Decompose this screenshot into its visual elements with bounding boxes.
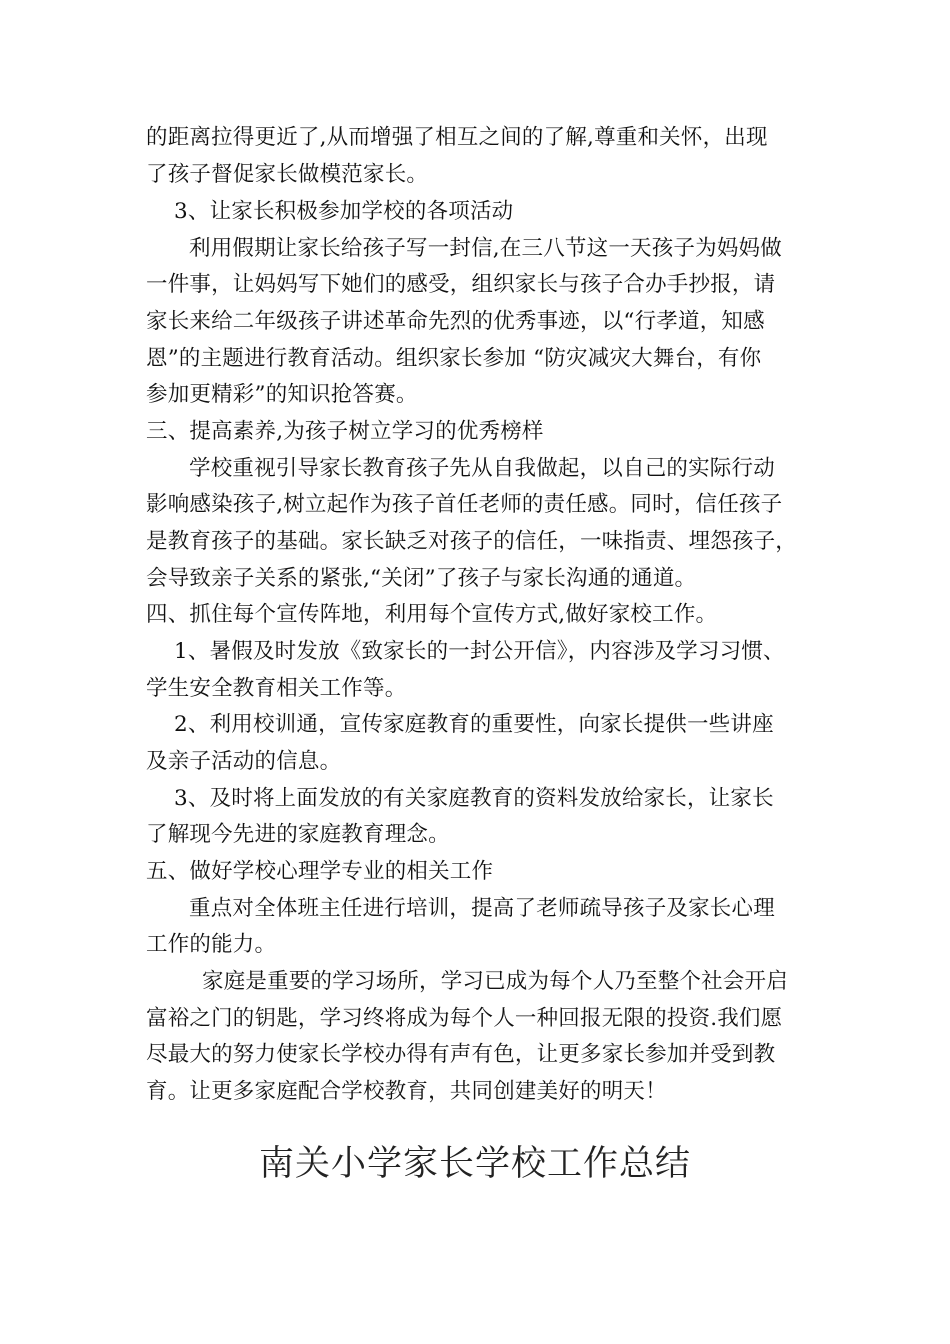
paragraph-line: 了孩子督促家长做模范家长。 <box>146 162 429 187</box>
paragraph-line: 是教育孩子的基础。家长缺乏对孩子的信任，一味指责、埋怨孩子， <box>146 529 798 554</box>
paragraph-line: 重点对全体班主任进行培训，提高了老师疏导孩子及家长心理 <box>189 896 775 921</box>
paragraph-line: 3、及时将上面发放的有关家庭教育的资料发放给家长，让家长 <box>174 786 774 811</box>
paragraph-line: 恩”的主题进行教育活动。组织家长参加 “防灾减灾大舞台，有你 <box>146 346 762 371</box>
paragraph-line: 及亲子活动的信息。 <box>146 749 342 774</box>
paragraph-line: 1、暑假及时发放《致家长的一封公开信》，内容涉及学习习惯、 <box>174 639 785 664</box>
paragraph-line: 尽最大的努力使家长学校办得有声有色，让更多家长参加并受到教 <box>146 1042 776 1067</box>
paragraph-line: 富裕之门的钥匙，学习终将成为每个人一种回报无限的投资.我们愿 <box>146 1006 783 1031</box>
paragraph-line: 学生安全教育相关工作等。 <box>146 676 407 701</box>
paragraph-line: 了解现今先进的家庭教育理念。 <box>146 822 450 847</box>
section-heading: 四、抓住每个宣传阵地，利用每个宣传方式,做好家校工作。 <box>146 602 718 627</box>
paragraph-line: 育。让更多家庭配合学校教育，共同创建美好的明天！ <box>146 1079 667 1104</box>
paragraph-line: 参加更精彩”的知识抢答赛。 <box>146 382 418 407</box>
paragraph-line: 家长来给二年级孩子讲述革命先烈的优秀事迹，以“行孝道，知感 <box>146 309 765 334</box>
document-title: 南关小学家长学校工作总结 <box>258 1144 691 1184</box>
section-heading: 3、让家长积极参加学校的各项活动 <box>174 199 514 224</box>
paragraph-line: 会导致亲子关系的紧张,“关闭”了孩子与家长沟通的通道。 <box>146 566 697 591</box>
paragraph-line: 影响感染孩子,树立起作为孩子首任老师的责任感。同时，信任孩子 <box>146 492 783 517</box>
paragraph-line: 一件事，让妈妈写下她们的感受，组织家长与孩子合办手抄报，请 <box>146 272 776 297</box>
paragraph-line: 的距离拉得更近了,从而增强了相互之间的了解,尊重和关怀，出现 <box>146 125 768 150</box>
section-heading: 五、做好学校心理学专业的相关工作 <box>146 859 494 884</box>
paragraph-line: 利用假期让家长给孩子写一封信,在三八节这一天孩子为妈妈做 <box>189 236 782 261</box>
paragraph-line: 学校重视引导家长教育孩子先从自我做起，以自己的实际行动 <box>189 456 775 481</box>
paragraph-line: 工作的能力。 <box>146 932 277 957</box>
paragraph-line: 2、利用校训通，宣传家庭教育的重要性，向家长提供一些讲座 <box>174 712 774 737</box>
paragraph-line: 家庭是重要的学习场所，学习已成为每个人乃至整个社会开启 <box>202 969 788 994</box>
section-heading: 三、提高素养,为孩子树立学习的优秀榜样 <box>146 419 544 444</box>
